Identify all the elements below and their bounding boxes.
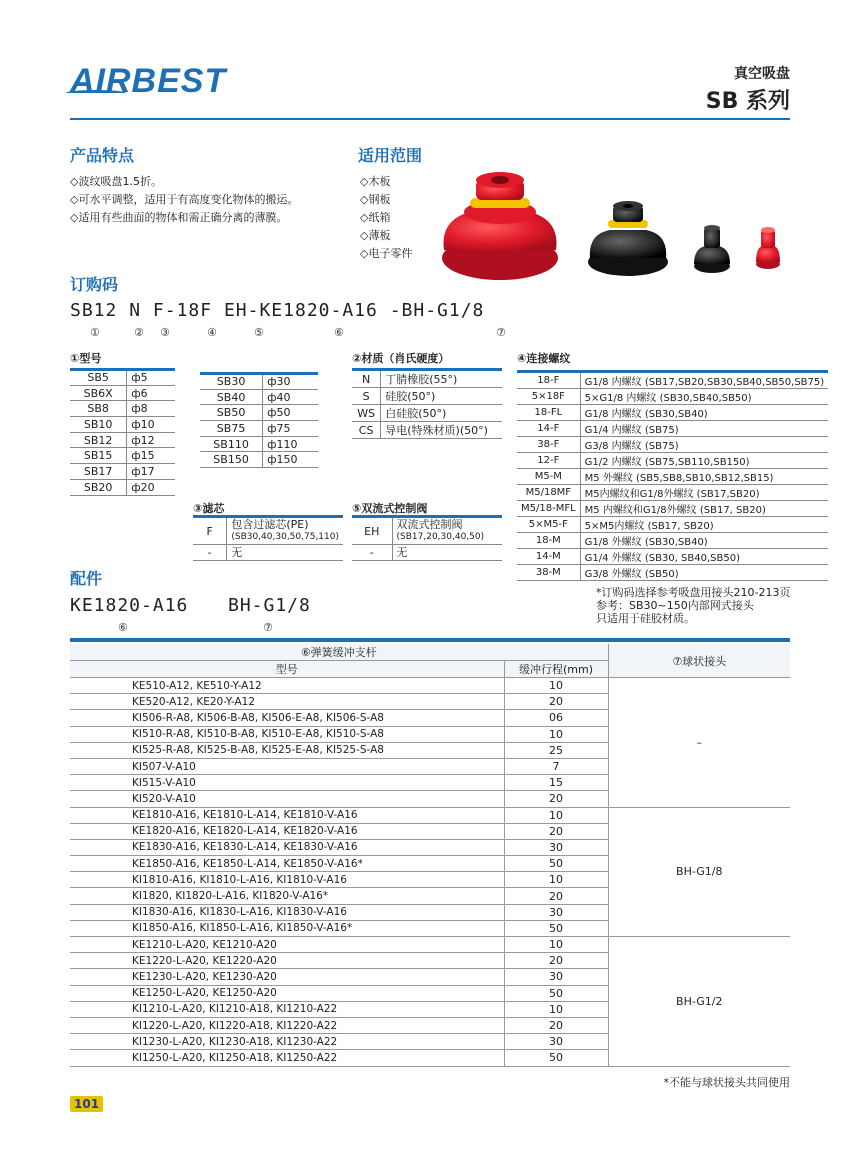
order-marker: ⑦: [496, 326, 506, 339]
table-row: [70, 432, 175, 448]
spring-stroke-cell: 50: [504, 856, 608, 872]
spring-stroke-cell: 10: [504, 678, 608, 694]
model-code-cell: SB15: [70, 448, 127, 464]
accessory-marker: ⑥: [118, 621, 128, 634]
thread-table-title: ④连接螺纹: [517, 352, 571, 365]
model-value-cell: ф75: [263, 421, 318, 437]
spring-stroke-cell: 25: [504, 742, 608, 758]
order-part: KE1820-A16: [259, 300, 378, 321]
spring-model-cell: KE1820-A16, KE1820-L-A14, KE1820-V-A16: [70, 823, 504, 839]
thread-value-cell: G1/8 内螺纹 (SB30,SB40): [580, 405, 828, 421]
table-row: [200, 421, 318, 437]
model-value-cell: ф40: [263, 389, 318, 405]
thread-code-cell: M5/18MF: [517, 485, 580, 501]
applications-list: [360, 173, 412, 263]
page-number: 101: [70, 1096, 103, 1112]
table-row: [200, 452, 318, 468]
table-row: [517, 421, 828, 437]
model-value-cell: ф12: [127, 432, 175, 448]
model-value-cell: ф20: [127, 479, 175, 495]
thread-code-cell: 5×18F: [517, 389, 580, 405]
order-part: -BH-G1/8: [389, 300, 485, 321]
thread-value-cell: G1/2 内螺纹 (SB75,SB110,SB150): [580, 453, 828, 469]
table-row: [352, 422, 502, 439]
table-row: [517, 549, 828, 565]
spring-stroke-cell: 30: [504, 1034, 608, 1050]
spring-model-cell: KI1820, KI1820-L-A16, KI1820-V-A16*: [70, 888, 504, 904]
material-value-cell: 导电(特殊材质)(50°): [381, 422, 502, 439]
material-table: [352, 368, 502, 439]
thread-note: 只适用于硅胶材质。: [596, 612, 695, 625]
thread-code-cell: 38-F: [517, 437, 580, 453]
spring-model-cell: KE1830-A16, KE1830-L-A14, KE1830-V-A16: [70, 839, 504, 855]
table-row: [70, 807, 790, 823]
spring-model-cell: KE1850-A16, KE1850-L-A14, KE1850-V-A16*: [70, 856, 504, 872]
table-row: [70, 417, 175, 433]
table-row: [352, 517, 502, 545]
thread-code-cell: 18-M: [517, 533, 580, 549]
table-row: [200, 405, 318, 421]
thread-value-cell: G1/4 外螺纹 (SB30, SB40,SB50): [580, 549, 828, 565]
accessory-code-joint: BH-G1/8: [228, 595, 311, 616]
thread-value-cell: G3/8 内螺纹 (SB75): [580, 437, 828, 453]
thread-value-cell: G1/8 外螺纹 (SB30,SB40): [580, 533, 828, 549]
model-code-cell: SB75: [200, 421, 263, 437]
spring-stroke-cell: 50: [504, 985, 608, 1001]
model-table-title: ①型号: [70, 352, 102, 365]
filter-desc-cell: [227, 545, 343, 561]
model-value-cell: ф5: [127, 370, 175, 386]
tiny-red-cup: [756, 227, 780, 269]
table-row: [352, 545, 502, 561]
spring-model-cell: KI510-R-A8, KI510-B-A8, KI510-E-A8, KI510-S-A8: [70, 726, 504, 742]
order-marker: ⑥: [334, 326, 344, 339]
applications-title: 适用范围: [358, 146, 423, 165]
thread-code-cell: M5-M: [517, 469, 580, 485]
spring-stroke-cell: 20: [504, 823, 608, 839]
filter-code-cell: F: [193, 517, 227, 545]
table-row: [200, 389, 318, 405]
small-black-cup: [694, 225, 730, 273]
thread-value-cell: 5×G1/8 内螺纹 (SB30,SB40,SB50): [580, 389, 828, 405]
table-row: [193, 545, 343, 561]
thread-value-cell: M5 外螺纹 (SB5,SB8,SB10,SB12,SB15): [580, 469, 828, 485]
feature-item: ◇可水平调整，适用于有高度变化物体的搬运。: [70, 193, 299, 206]
accessories-title: 配件: [70, 569, 103, 588]
spring-model-cell: KI506-R-A8, KI506-B-A8, KI506-E-A8, KI506-S-A8: [70, 710, 504, 726]
material-value-cell: 硅胶(50°): [381, 388, 502, 405]
joint-cell: –: [608, 678, 790, 808]
order-marker: ⑤: [254, 326, 264, 339]
table-row: [517, 405, 828, 421]
filter-desc-cell: [227, 517, 343, 545]
material-table-title: ②材质（肖氏硬度）: [352, 352, 450, 365]
spring-model-cell: KE1230-L-A20, KE1230-A20: [70, 969, 504, 985]
table-row: [517, 501, 828, 517]
model-table-right: [200, 372, 318, 468]
spring-model-cell: KI515-V-A10: [70, 775, 504, 791]
spring-model-cell: KE1210-L-A20, KE1210-A20: [70, 937, 504, 953]
order-code: [70, 300, 484, 321]
table-row: [352, 370, 502, 388]
spring-stroke-cell: 10: [504, 807, 608, 823]
feature-item: ◇适用有些曲面的物体和需正确分离的薄膜。: [70, 211, 288, 224]
joint-cell: BH-G1/8: [608, 807, 790, 937]
spring-stroke-cell: 20: [504, 953, 608, 969]
thread-code-cell: 5×M5-F: [517, 517, 580, 533]
thread-table: [517, 370, 828, 581]
thread-value-cell: G3/8 外螺纹 (SB50): [580, 565, 828, 581]
thread-code-cell: 18-F: [517, 372, 580, 389]
order-part: F: [152, 300, 165, 321]
thread-note: *订购码选择参考吸盘用接头210-213页: [596, 586, 791, 599]
order-marker: ④: [207, 326, 217, 339]
thread-value-cell: M5内螺纹和G1/8外螺纹 (SB17,SB20): [580, 485, 828, 501]
filter-table: [193, 515, 343, 561]
model-code-cell: SB5: [70, 370, 127, 386]
model-code-cell: SB10: [70, 417, 127, 433]
spring-stroke-cell: 15: [504, 775, 608, 791]
table-row: [517, 453, 828, 469]
spring-stroke-cell: 06: [504, 710, 608, 726]
spring-buffer-table: [70, 644, 790, 1067]
model-table-left: [70, 368, 175, 496]
spring-model-cell: KE1220-L-A20, KE1220-A20: [70, 953, 504, 969]
valve-code-cell: EH: [352, 517, 392, 545]
order-marker: ③: [160, 326, 170, 339]
spring-stroke-cell: 10: [504, 1001, 608, 1017]
spring-stroke-cell: 7: [504, 758, 608, 774]
model-value-cell: ф6: [127, 385, 175, 401]
model-code-cell: SB12: [70, 432, 127, 448]
joint-cell: BH-G1/2: [608, 937, 790, 1067]
spring-stroke-cell: 10: [504, 937, 608, 953]
spring-model-cell: KI525-R-A8, KI525-B-A8, KI525-E-A8, KI525-S-A8: [70, 742, 504, 758]
thread-code-cell: 38-M: [517, 565, 580, 581]
spring-stroke-cell: 30: [504, 839, 608, 855]
stroke-header-cell: 缓冲行程(mm): [504, 661, 608, 678]
accessory-code-spring: KE1820-A16: [70, 595, 189, 616]
table-row: [70, 937, 790, 953]
table-row: [517, 437, 828, 453]
accessory-marker: ⑦: [263, 621, 273, 634]
model-code-cell: SB6X: [70, 385, 127, 401]
large-red-cup: [442, 172, 558, 280]
table-row: [517, 485, 828, 501]
model-value-cell: ф15: [127, 448, 175, 464]
model-value-cell: ф10: [127, 417, 175, 433]
filter-code-cell: -: [193, 545, 227, 561]
features-title: 产品特点: [70, 146, 135, 165]
spring-stroke-cell: 30: [504, 969, 608, 985]
material-code-cell: S: [352, 388, 381, 405]
order-part: -: [247, 300, 260, 321]
order-part: N: [129, 300, 142, 321]
model-value-cell: ф8: [127, 401, 175, 417]
model-code-cell: SB30: [200, 374, 263, 390]
table-row: [70, 385, 175, 401]
table-row: [517, 389, 828, 405]
table-row: [517, 469, 828, 485]
spring-stroke-cell: 20: [504, 1017, 608, 1033]
model-code-cell: SB110: [200, 436, 263, 452]
spring-title-cell: ⑥弹簧缓冲支杆: [70, 644, 608, 661]
model-code-cell: SB50: [200, 405, 263, 421]
model-code-cell: SB8: [70, 401, 127, 417]
spring-model-cell: KI1830-A16, KI1830-L-A16, KI1830-V-A16: [70, 904, 504, 920]
filter-desc: 包含过滤芯(PE): [231, 518, 309, 531]
spring-stroke-cell: 10: [504, 872, 608, 888]
table-row: [193, 517, 343, 545]
model-value-cell: ф30: [263, 374, 318, 390]
header-divider: [70, 118, 790, 120]
spring-stroke-cell: 20: [504, 888, 608, 904]
order-part: 18F: [176, 300, 213, 321]
spring-model-cell: KI1810-A16, KI1810-L-A16, KI1810-V-A16: [70, 872, 504, 888]
application-item: ◇电子零件: [360, 247, 413, 260]
logo-swoosh: [66, 90, 126, 96]
application-item: ◇钢板: [360, 193, 391, 206]
valve-desc-cell: [392, 517, 502, 545]
order-marker: ①: [90, 326, 100, 339]
table-row: [70, 479, 175, 495]
spring-stroke-cell: 50: [504, 920, 608, 936]
spring-stroke-cell: 20: [504, 791, 608, 807]
table-row: [517, 533, 828, 549]
valve-code-cell: -: [352, 545, 392, 561]
spring-model-cell: KI1220-L-A20, KI1220-A18, KI1220-A22: [70, 1017, 504, 1033]
table-row: [352, 388, 502, 405]
features-list: [70, 173, 298, 227]
series-title: SB 系列: [705, 89, 790, 114]
valve-desc-note: (SB17,20,30,40,50): [396, 532, 485, 542]
valve-desc: 双流式控制阀: [396, 518, 463, 531]
valve-table-title: ⑤双流式控制阀: [352, 502, 428, 515]
application-item: ◇纸箱: [360, 211, 391, 224]
valve-table: [352, 515, 502, 561]
model-header-cell: 型号: [70, 661, 504, 678]
valve-desc-cell: [392, 545, 502, 561]
material-code-cell: N: [352, 370, 381, 388]
spring-model-cell: KI1850-A16, KI1850-L-A16, KI1850-V-A16*: [70, 920, 504, 936]
order-part: EH: [223, 300, 248, 321]
thread-code-cell: 18-FL: [517, 405, 580, 421]
model-code-cell: SB20: [70, 479, 127, 495]
material-value-cell: 白硅胶(50°): [381, 405, 502, 422]
table-row: [70, 448, 175, 464]
thread-value-cell: 5×M5内螺纹 (SB17, SB20): [580, 517, 828, 533]
filter-desc-note: (SB30,40,30,50,75,110): [231, 532, 339, 542]
thread-note: 参考：SB30~150内部网式接头: [596, 599, 754, 612]
spring-model-cell: KI507-V-A10: [70, 758, 504, 774]
medium-black-cup: [588, 201, 668, 276]
spring-stroke-cell: 50: [504, 1050, 608, 1066]
order-part: SB12: [70, 300, 118, 321]
table-row: [200, 374, 318, 390]
spring-stroke-cell: 10: [504, 726, 608, 742]
material-code-cell: WS: [352, 405, 381, 422]
thread-code-cell: 14-M: [517, 549, 580, 565]
table-row: [70, 464, 175, 480]
category-title: 真空吸盘: [734, 66, 790, 82]
feature-item: ◇波纹吸盘1.5折。: [70, 175, 162, 188]
thread-code-cell: M5/18-MFL: [517, 501, 580, 517]
order-part: -: [164, 300, 177, 321]
spring-model-cell: KI1250-L-A20, KI1250-A18, KI1250-A22: [70, 1050, 504, 1066]
spring-model-cell: KE510-A12, KE510-Y-A12: [70, 678, 504, 694]
thread-code-cell: 12-F: [517, 453, 580, 469]
spring-model-cell: KE1250-L-A20, KE1250-A20: [70, 985, 504, 1001]
thread-code-cell: 14-F: [517, 421, 580, 437]
spring-footnote: *不能与球状接头共同使用: [663, 1076, 790, 1089]
spring-stroke-cell: 20: [504, 694, 608, 710]
thread-value-cell: G1/8 内螺纹 (SB17,SB20,SB30,SB40,SB50,SB75): [580, 372, 828, 389]
thread-notes: [596, 586, 790, 625]
table-row: [517, 372, 828, 389]
model-code-cell: SB150: [200, 452, 263, 468]
brand-logo: AIRBEST: [70, 62, 227, 100]
model-code-cell: SB40: [200, 389, 263, 405]
model-value-cell: ф50: [263, 405, 318, 421]
spring-model-cell: KE520-A12, KE20-Y-A12: [70, 694, 504, 710]
spring-model-cell: KI520-V-A10: [70, 791, 504, 807]
model-code-cell: SB17: [70, 464, 127, 480]
spring-model-cell: KI1210-L-A20, KI1210-A18, KI1210-A22: [70, 1001, 504, 1017]
table-row: [517, 565, 828, 581]
application-item: ◇薄板: [360, 229, 391, 242]
table-row: [70, 678, 790, 694]
model-value-cell: ф17: [127, 464, 175, 480]
table-row: [70, 370, 175, 386]
header-row: [70, 644, 790, 661]
material-value-cell: 丁腈橡胶(55°): [381, 370, 502, 388]
table-row: [352, 405, 502, 422]
material-code-cell: CS: [352, 422, 381, 439]
joint-title-cell: ⑦球状接头: [608, 644, 790, 678]
valve-desc: 无: [396, 545, 408, 559]
model-value-cell: ф150: [263, 452, 318, 468]
spring-table-topline: [70, 638, 790, 642]
table-row: [70, 401, 175, 417]
thread-value-cell: G1/4 内螺纹 (SB75): [580, 421, 828, 437]
thread-value-cell: M5 内螺纹和G1/8外螺纹 (SB17, SB20): [580, 501, 828, 517]
application-item: ◇木板: [360, 175, 391, 188]
table-row: [517, 517, 828, 533]
filter-desc: 无: [231, 545, 243, 559]
order-marker: ②: [134, 326, 144, 339]
spring-stroke-cell: 30: [504, 904, 608, 920]
table-row: [200, 436, 318, 452]
spring-model-cell: KE1810-A16, KE1810-L-A14, KE1810-V-A16: [70, 807, 504, 823]
filter-table-title: ③滤芯: [193, 502, 225, 515]
vacuum-cups-photo: [430, 150, 790, 290]
model-value-cell: ф110: [263, 436, 318, 452]
spring-model-cell: KI1230-L-A20, KI1230-A18, KI1230-A22: [70, 1034, 504, 1050]
order-title: 订购码: [70, 275, 119, 294]
